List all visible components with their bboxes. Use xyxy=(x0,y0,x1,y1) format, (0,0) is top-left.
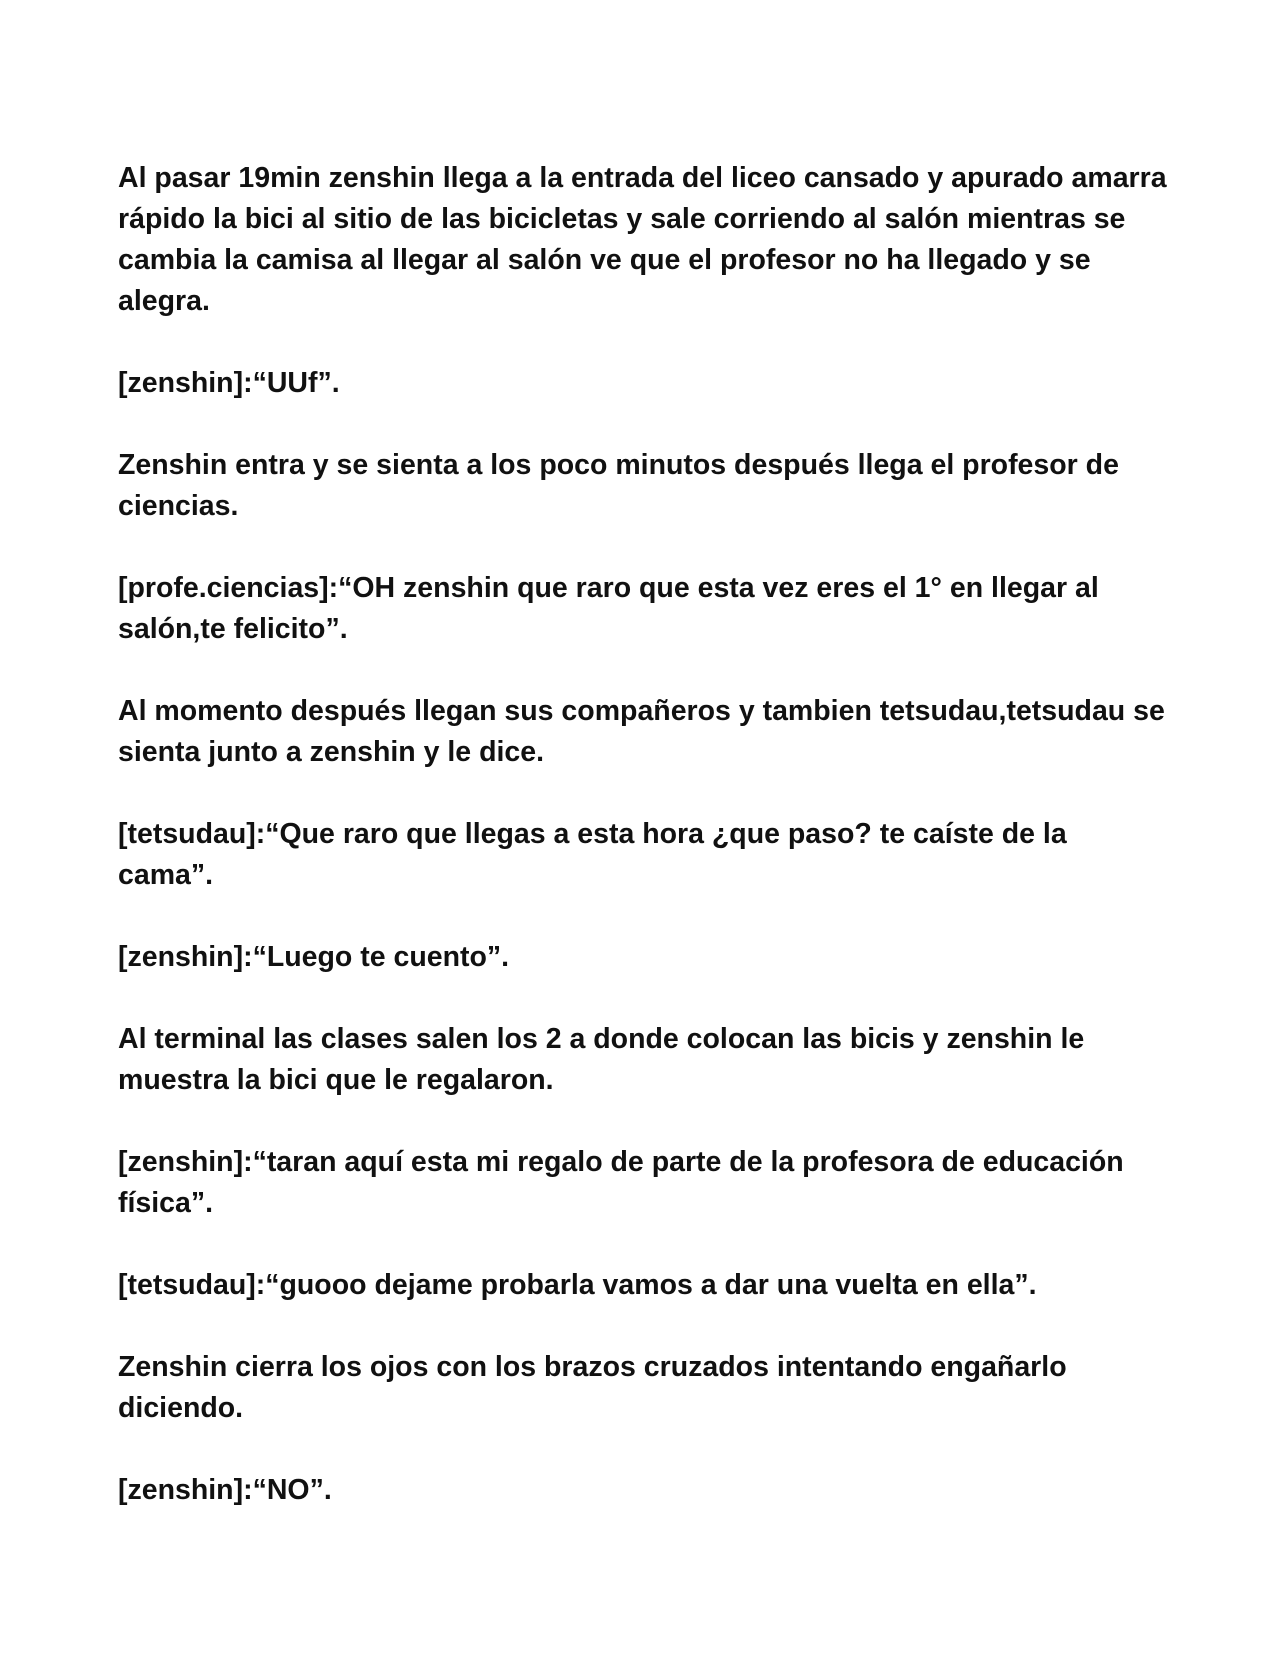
paragraph-9: [zenshin]:“taran aquí esta mi regalo de parte de la profesora de educación física”. xyxy=(118,1146,1124,1219)
paragraph-8: Al terminal las clases salen los 2 a donde colocan las bicis y zenshin le muestra la bici que le regalaron. xyxy=(118,1023,1085,1096)
paragraph-3: Zenshin entra y se sienta a los poco minutos después llega el profesor de ciencias. xyxy=(118,449,1119,522)
document-body xyxy=(118,158,1168,1552)
paragraph-12: [zenshin]:“NO”. xyxy=(118,1474,332,1506)
paragraph-4: [profe.ciencias]:“OH zenshin que raro que esta vez eres el 1° en llegar al salón,te felicito”. xyxy=(118,572,1099,645)
paragraph-7: [zenshin]:“Luego te cuento”. xyxy=(118,941,510,973)
paragraph-10: [tetsudau]:“guooo dejame probarla vamos a dar una vuelta en ella”. xyxy=(118,1269,1037,1301)
paragraph-1: Al pasar 19min zenshin llega a la entrada del liceo cansado y apurado amarra rápido la bici al sitio de las bicicletas y sale corriendo al salón mientras se cambia la camisa al llegar al salón ve que el profesor no ha llegado y se alegra. xyxy=(118,162,1167,317)
paragraph-2: [zenshin]:“UUf”. xyxy=(118,367,340,399)
paragraph-6: [tetsudau]:“Que raro que llegas a esta hora ¿que paso? te caíste de la cama”. xyxy=(118,818,1067,891)
paragraph-11: Zenshin cierra los ojos con los brazos cruzados intentando engañarlo diciendo. xyxy=(118,1351,1067,1424)
paragraph-5: Al momento después llegan sus compañeros y tambien tetsudau,tetsudau se sienta junto a zenshin y le dice. xyxy=(118,695,1165,768)
